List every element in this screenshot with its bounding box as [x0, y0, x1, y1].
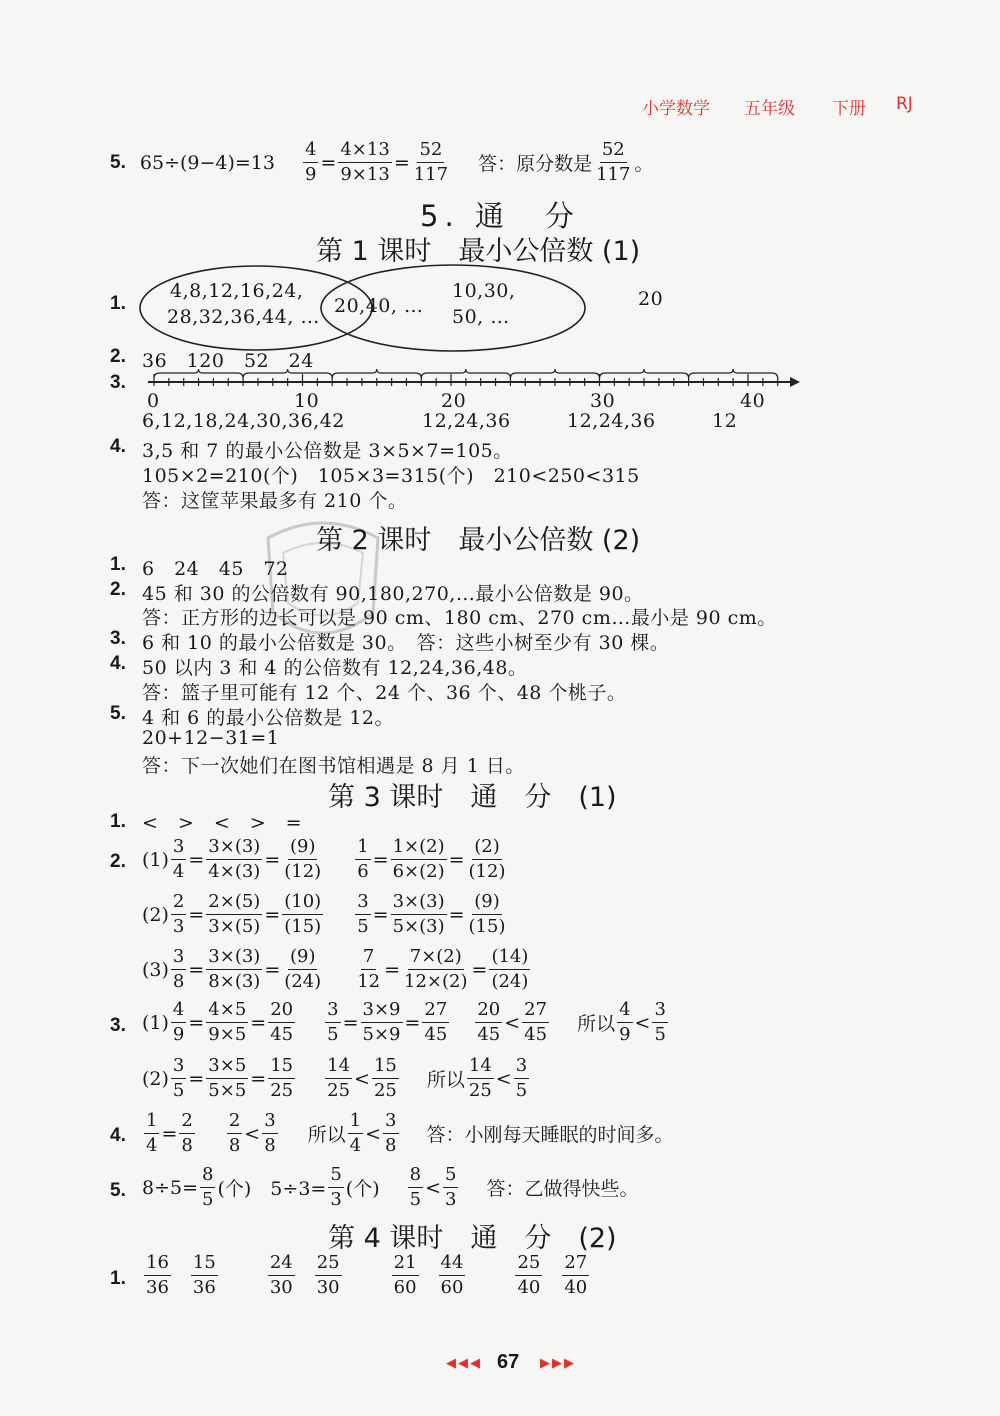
l2-q1-line: 6 24 45 72 [142, 558, 289, 580]
unit-title: 5. 通 分 [420, 199, 580, 233]
fraction: $\frac{(2)}{(12)}$ [468, 836, 506, 882]
fraction: $\frac{25}{40}$ [517, 1252, 541, 1298]
fraction: $\frac{2\times(5)}{3\times(5)}$ [208, 891, 261, 937]
fraction: $\frac{15}{36}$ [192, 1252, 216, 1298]
q3-answer-1: 6,12,18,24,30,36,42 [142, 410, 345, 432]
item-number: 3. [110, 628, 126, 649]
item-number: 4. [110, 436, 126, 457]
q4-line-1: 3,5 和 7 的最小公倍数是 3×5×7=105。 [142, 440, 513, 462]
item-number: 1. [110, 554, 126, 575]
fraction: $\frac{(9)}{(15)}$ [468, 891, 506, 937]
fraction: $\frac{1\times(2)}{6\times(2)}$ [392, 836, 445, 882]
fraction: $\frac{4\times 13}{9\times 13}$ [340, 139, 390, 185]
l3-q2-row: (1) $\frac{3}{4}$ = $\frac{3\times(3)}{4\times(3)}$ = $\frac{(9)}{(12)}$ $\frac{1}{6}$ = $\frac{1\times(2)}{6\times(2)}$ = $\frac{(2)}{(12)}$ [142, 836, 506, 882]
fraction: $\frac{44}{60}$ [440, 1252, 464, 1298]
header-grade: 五年级 [744, 99, 795, 119]
l2-q2-line-1: 45 和 30 的公倍数有 90,180,270,…最小公倍数是 90。 [142, 583, 644, 605]
item-number: 5. [110, 1180, 126, 1201]
fraction: $\frac{3}{4}$ [172, 836, 185, 882]
header-volume: 下册 [832, 99, 866, 119]
item-number: 1. [110, 811, 126, 832]
tick-label: 10 [294, 390, 320, 412]
l2-q2-line-2: 答：正方形的边长可以是 90 cm、180 cm、270 cm…最小是 90 cm。 [142, 607, 777, 629]
l3-q3-row-2: (2) $\frac{3}{5}$ = $\frac{3\times 5}{5\times 5}$ = $\frac{15}{25}$ $\frac{14}{25}$ < $\frac{15}{25}$ 所以 $\frac{14}{25}$ < $\frac{3}{5}$ [142, 1055, 528, 1101]
tick-label: 0 [147, 390, 160, 412]
brace [510, 369, 599, 378]
lesson-4-title: 第 4 课时 通 分 (2) [328, 1223, 617, 1254]
item-number: 5. [110, 703, 126, 724]
fraction: $\frac{3}{5}$ [357, 891, 369, 937]
l3-q2-rows [142, 832, 532, 997]
item-number: 1. [110, 1268, 126, 1289]
brace [243, 369, 332, 378]
tick-label: 20 [441, 390, 467, 412]
l4-q1-fractions [142, 1251, 591, 1300]
brace [421, 369, 510, 378]
l2-q5-line-2: 20+12−31=1 [142, 727, 280, 749]
brace [154, 369, 243, 378]
number-line [142, 366, 802, 396]
item-number: 3. [110, 372, 126, 393]
lesson-1-title: 第 1 课时 最小公倍数 (1) [316, 236, 641, 267]
fraction: $\frac{(10)}{(15)}$ [284, 891, 322, 937]
fraction: $\frac{(9)}{(12)}$ [284, 836, 322, 882]
fraction: $\frac{52}{117}$ [413, 139, 449, 185]
fraction: $\frac{(14)}{(24)}$ [491, 946, 529, 992]
next-arrows-icon: ▶▶▶ [540, 1356, 576, 1371]
fraction: $\frac{3\times(3)}{8\times(3)}$ [208, 946, 261, 992]
q2-answer: 36 120 52 24 [142, 350, 314, 372]
fraction: $\frac{16}{36}$ [146, 1252, 169, 1298]
lesson-3-title: 第 3 课时 通 分 (1) [328, 782, 617, 813]
q4-line-3: 答：这筐苹果最多有 210 个。 [142, 490, 408, 512]
item-number: 2. [110, 579, 126, 600]
l3-q2-row: (3) $\frac{3}{8}$ = $\frac{3\times(3)}{8\times(3)}$ = $\frac{(9)}{(24)}$ $\frac{7}{12}$ = $\frac{7\times(2)}{12\times(2)}$ = $\frac{(14)}{(24)}$ [142, 946, 529, 992]
fraction: $\frac{(9)}{(24)}$ [284, 946, 322, 992]
header-subject: 小学数学 [642, 99, 710, 119]
fraction: $\frac{27}{40}$ [564, 1252, 588, 1298]
item-number: 2. [110, 346, 126, 367]
item-number: 4. [110, 653, 126, 674]
fraction: $\frac{3\times(3)}{4\times(3)}$ [208, 836, 261, 882]
fraction: $\frac{24}{30}$ [269, 1252, 293, 1298]
l2-q4-line-1: 50 以内 3 和 4 的公倍数有 12,24,36,48。 [142, 657, 528, 679]
fraction: $\frac{3\times(3)}{5\times(3)}$ [392, 891, 445, 937]
fraction: $\frac{4}{9}$ [304, 139, 317, 185]
fraction: $\frac{7\times(2)}{12\times(2)}$ [404, 946, 468, 992]
l2-q5-line-3: 答：下一次她们在图书馆相遇是 8 月 1 日。 [142, 755, 525, 777]
fraction: $\frac{7}{12}$ [357, 946, 381, 992]
fraction: $\frac{3}{8}$ [172, 946, 185, 992]
venn-left-line-1: 4,8,12,16,24, [170, 280, 304, 302]
l2-q5-line-1: 4 和 6 的最小公倍数是 12。 [142, 707, 395, 729]
l2-q4-line-2: 答：篮子里可能有 12 个、24 个、36 个、48 个桃子。 [142, 682, 627, 704]
l3-q5-row: 8÷5= $\frac{8}{5}$ (个) 5÷3= $\frac{5}{3}$ (个) $\frac{8}{5}$ < $\frac{5}{3}$ 答：乙做得快些。 [142, 1164, 639, 1210]
q3-answer-4: 12 [712, 410, 738, 432]
q4-line-2: 105×2=210(个) 105×3=315(个) 210<250<315 [142, 465, 640, 487]
venn-left-line-2: 28,32,36,44, … [167, 306, 320, 328]
prev-arrows-icon: ◀◀◀ [446, 1356, 482, 1371]
brace [689, 369, 778, 378]
answer: 答：原分数是 [478, 153, 593, 175]
l2-q3-line: 6 和 10 的最小公倍数是 30。 答：这些小树至少有 30 棵。 [142, 632, 670, 654]
fraction: $\frac{2}{3}$ [172, 891, 185, 937]
q3-answer-3: 12,24,36 [567, 410, 656, 432]
fraction: $\frac{1}{6}$ [357, 836, 369, 882]
venn-right-line-1: 10,30, [452, 280, 516, 302]
item-number: 4. [110, 1125, 126, 1146]
arrow-head [790, 377, 800, 387]
item-number: 1. [110, 293, 126, 314]
q3-answer-2: 12,24,36 [422, 410, 511, 432]
l3-q3-row-1: (1) $\frac{4}{9}$ = $\frac{4\times 5}{9\times 5}$ = $\frac{20}{45}$ $\frac{3}{5}$ = $\frac{3\times 9}{5\times 9}$ = $\frac{27}{45}$ $\frac{20}{45}$ < $\frac{27}{45}$ 所以 $\frac{4}{9}$ < $\frac{3}{5}$ [142, 999, 666, 1045]
page-number: 67 [497, 1351, 520, 1373]
item-number: 2. [110, 851, 126, 872]
l3-q1-answer: < > < > = [142, 812, 303, 834]
venn-intersection: 20,40, … [334, 295, 424, 317]
brace [332, 369, 421, 378]
tick-label: 40 [740, 390, 766, 412]
prev-item-5: 5. 65÷(9−4)=13 $\frac{4}{9}$ = $\frac{4\times 13}{9\times 13}$ = $\frac{52}{117}$ 答：原分数是 $\frac{52}{117}$ 。 [110, 139, 654, 185]
q1-answer: 20 [638, 288, 664, 310]
l3-q4-row: $\frac{1}{4}$ = $\frac{2}{8}$ $\frac{2}{8}$ < $\frac{3}{8}$ 所以 $\frac{1}{4}$ < $\frac{3}{8}$ 答：小刚每天睡眠的时间多。 [146, 1110, 674, 1156]
item-number: 5. [110, 151, 126, 173]
equation: 65÷(9−4)=13 [139, 151, 275, 174]
brace [600, 369, 689, 378]
venn-right-line-2: 50, … [452, 306, 510, 328]
item-number: 3. [110, 1015, 126, 1036]
tick-label: 30 [590, 390, 616, 412]
header-edition: RJ [896, 94, 913, 114]
l3-q2-row: (2) $\frac{2}{3}$ = $\frac{2\times(5)}{3\times(5)}$ = $\frac{(10)}{(15)}$ $\frac{3}{5}$ = $\frac{3\times(3)}{5\times(3)}$ = $\frac{(9)}{(15)}$ [142, 891, 506, 937]
lesson-2-title: 第 2 课时 最小公倍数 (2) [316, 525, 641, 556]
fraction: $\frac{21}{60}$ [393, 1252, 417, 1298]
fraction: $\frac{52}{117}$ [596, 139, 631, 185]
fraction: $\frac{25}{30}$ [316, 1252, 340, 1298]
